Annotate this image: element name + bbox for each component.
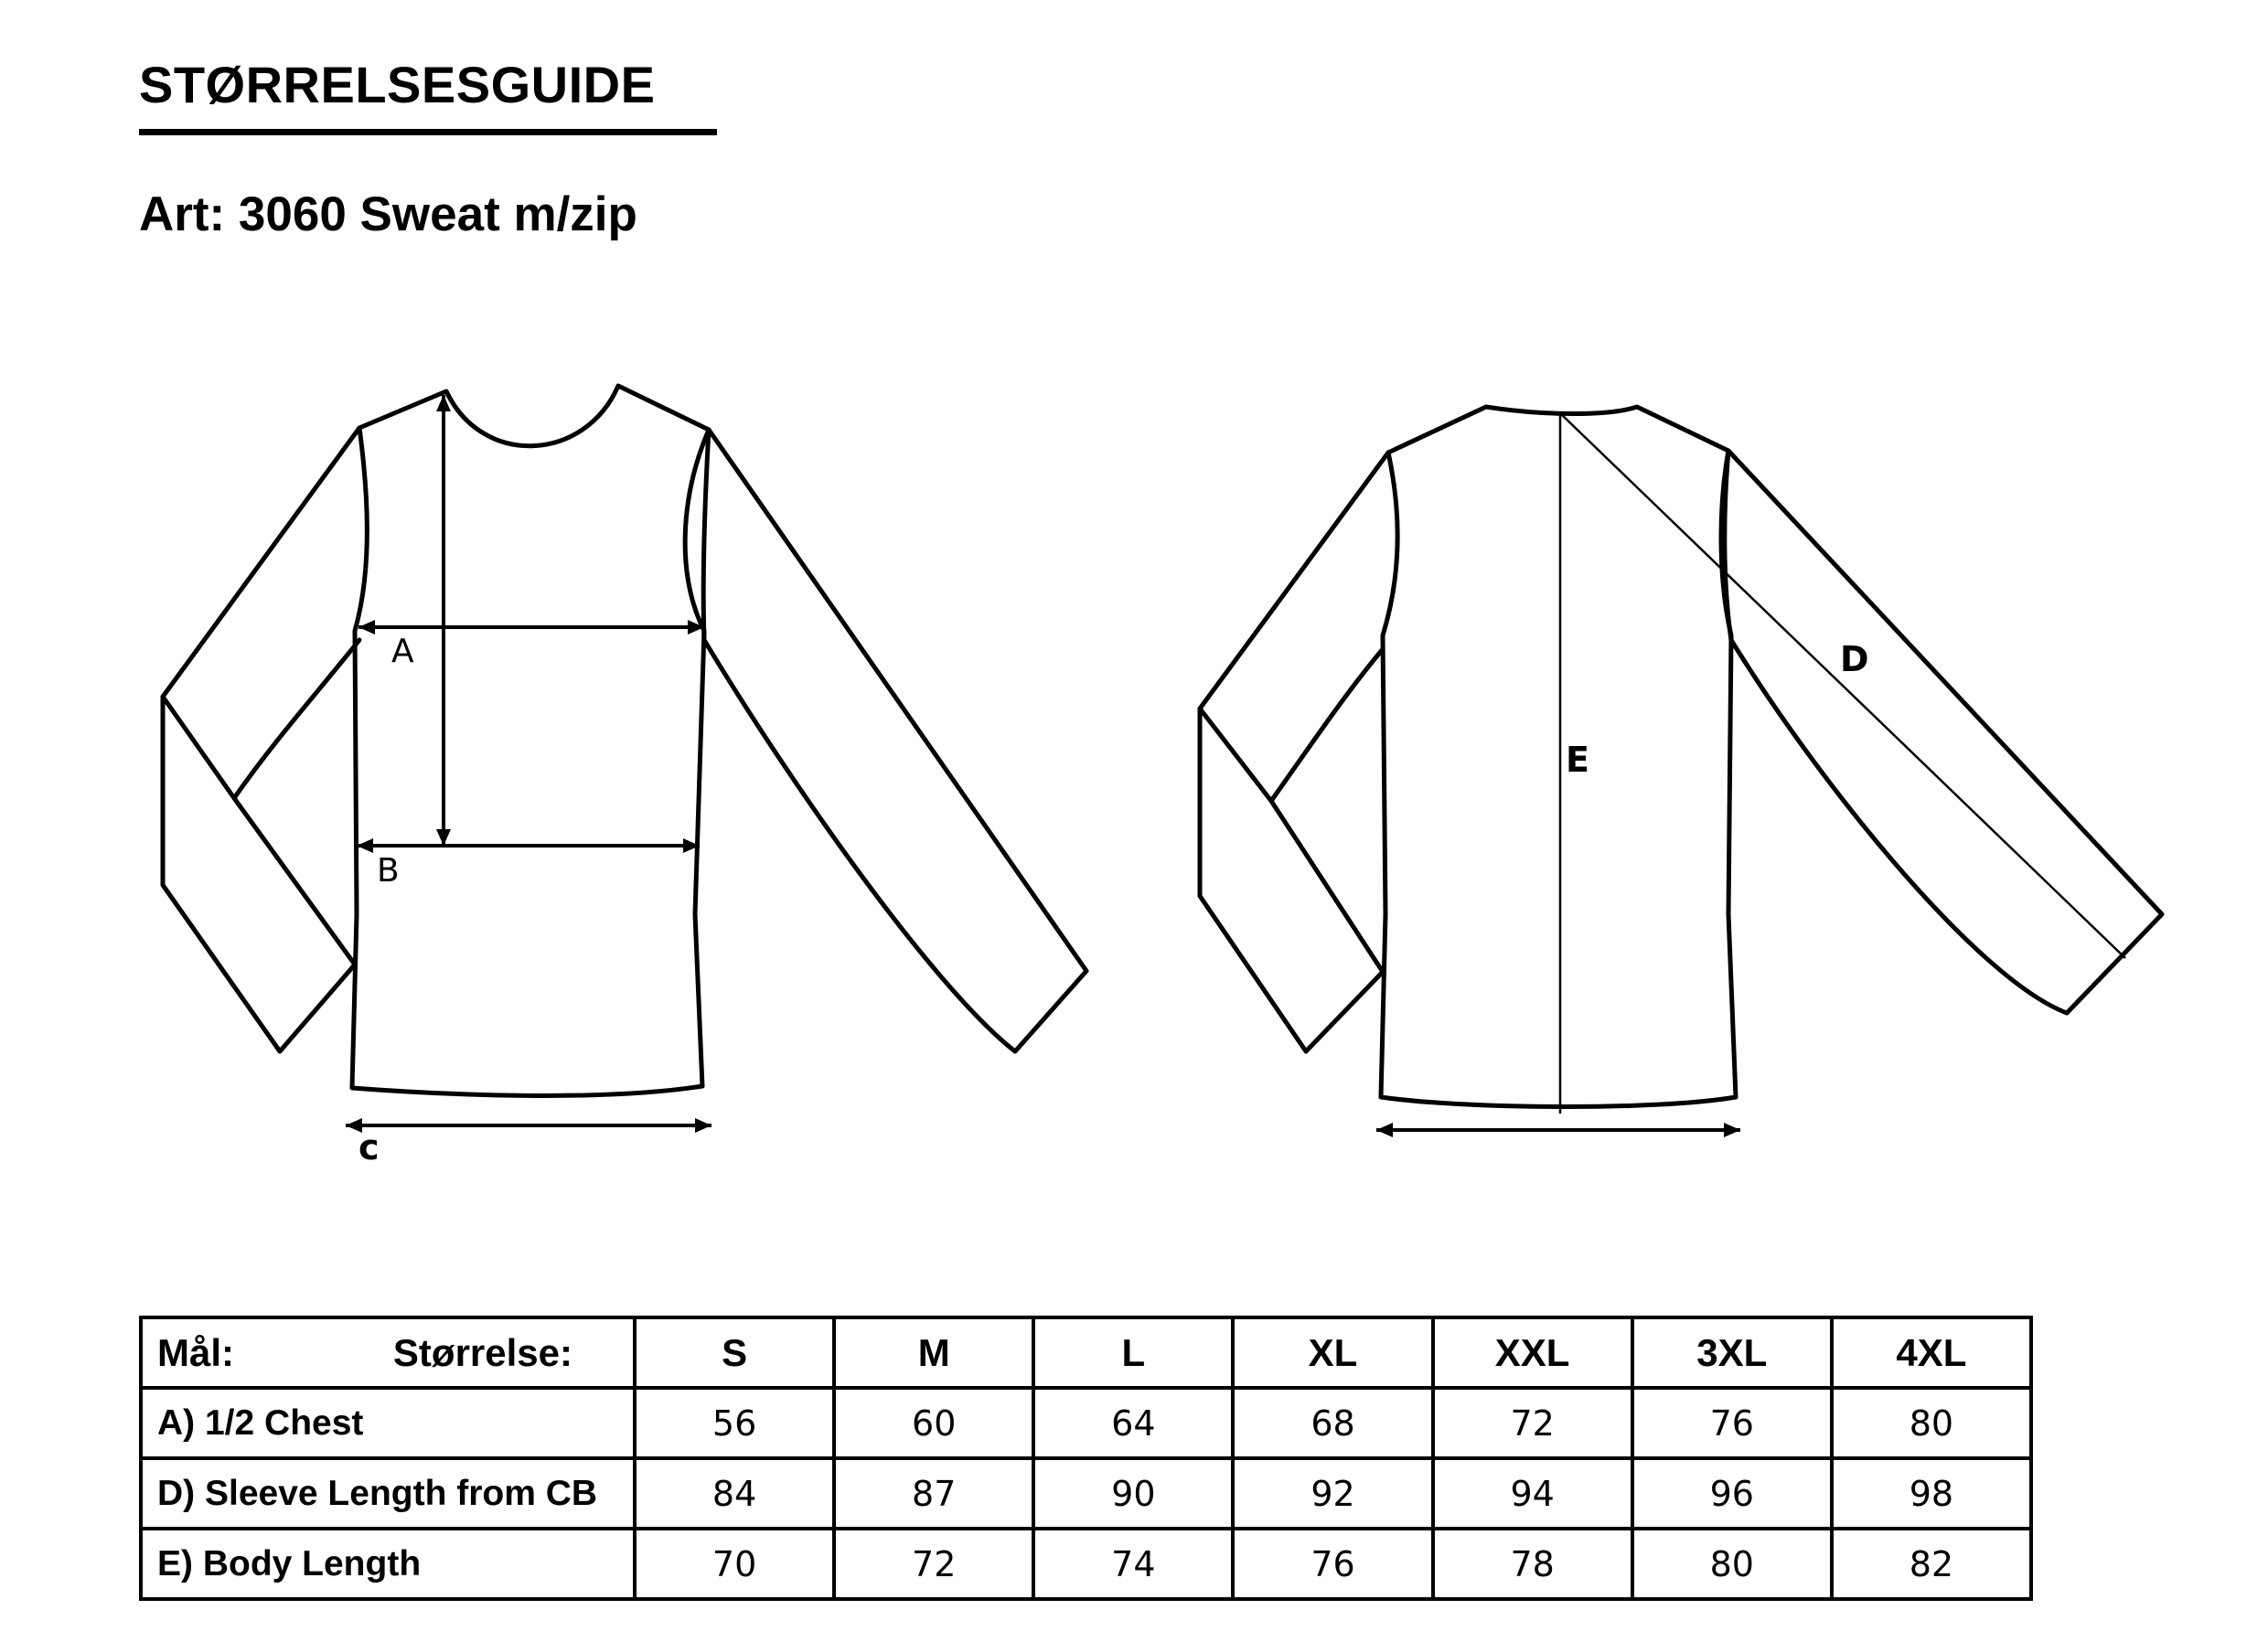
row-label: E) Body Length — [141, 1529, 635, 1599]
table-cell: 64 — [1033, 1388, 1233, 1458]
measure-header: Mål: — [157, 1330, 234, 1374]
size-col-3xl: 3XL — [1632, 1317, 1832, 1388]
front-right-sleeve — [703, 430, 1086, 1051]
size-col-l: L — [1033, 1317, 1233, 1388]
table-row — [141, 1458, 2031, 1529]
table-cell: 96 — [1632, 1458, 1832, 1529]
size-col-s: S — [635, 1317, 834, 1388]
table-cell: 70 — [635, 1529, 834, 1599]
table-cell: 92 — [1233, 1458, 1432, 1529]
table-cell: 56 — [635, 1388, 834, 1458]
back-body-outline — [1381, 407, 1736, 1107]
table-cell: 72 — [834, 1529, 1033, 1599]
front-view — [163, 386, 1086, 1095]
table-cell: 78 — [1433, 1529, 1632, 1599]
label-b: B — [377, 852, 400, 890]
table-cell: 80 — [1832, 1388, 2031, 1458]
front-body-outline — [352, 386, 709, 1095]
article-subtitle: Art: 3060 Sweat m/zip — [139, 187, 637, 241]
size-col-m: M — [834, 1317, 1033, 1388]
back-view — [1200, 407, 2162, 1107]
back-left-sleeve — [1200, 453, 1388, 1051]
size-header-row — [141, 1317, 2031, 1388]
front-measure-lines — [346, 395, 711, 1125]
table-cell: 94 — [1433, 1458, 1632, 1529]
measure-d-line — [1560, 413, 2125, 958]
back-measure-lines — [1376, 413, 2125, 1130]
table-row — [141, 1388, 2031, 1458]
table-cell: 84 — [635, 1458, 834, 1529]
header-corner-cell — [141, 1317, 635, 1388]
table-cell: 76 — [1632, 1388, 1832, 1458]
label-a: A — [391, 633, 414, 670]
page-title: STØRRELSESGUIDE — [139, 56, 656, 113]
label-d: D — [1840, 639, 1869, 679]
table-cell: 60 — [834, 1388, 1033, 1458]
table-cell: 87 — [834, 1458, 1033, 1529]
table-row — [141, 1529, 2031, 1599]
size-header: Størrelse: — [392, 1330, 572, 1374]
table-cell: 82 — [1832, 1529, 2031, 1599]
table-cell: 90 — [1033, 1458, 1233, 1529]
table-cell: 68 — [1233, 1388, 1432, 1458]
size-col-xxl: XXL — [1433, 1317, 1632, 1388]
row-label: A) 1/2 Chest — [141, 1388, 635, 1458]
table-cell: 74 — [1033, 1529, 1233, 1599]
size-col-xl: XL — [1233, 1317, 1432, 1388]
table-cell: 72 — [1433, 1388, 1632, 1458]
size-table — [139, 1316, 2033, 1601]
label-e: E — [1566, 740, 1589, 780]
label-c: c — [358, 1127, 380, 1168]
size-col-4xl: 4XL — [1832, 1317, 2031, 1388]
table-cell: 76 — [1233, 1529, 1432, 1599]
table-cell: 80 — [1632, 1529, 1832, 1599]
table-cell: 98 — [1832, 1458, 2031, 1529]
row-label: D) Sleeve Length from CB — [141, 1458, 635, 1529]
